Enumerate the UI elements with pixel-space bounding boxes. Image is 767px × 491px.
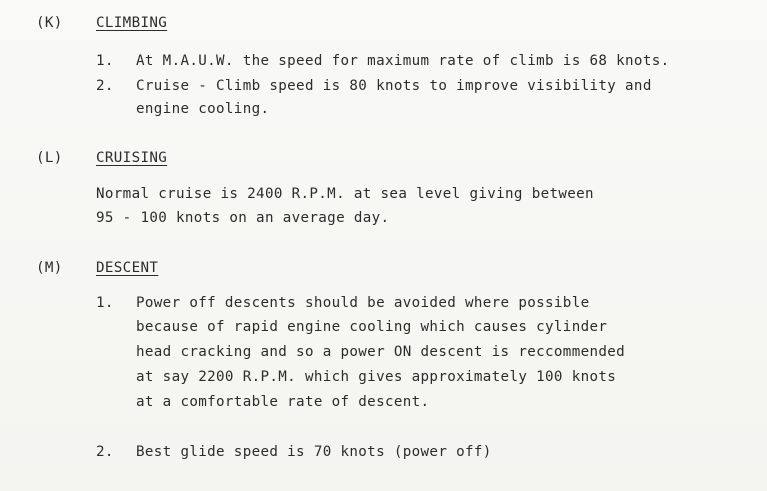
section-k-item-1-number: 1.	[96, 53, 114, 69]
section-m-item-1-line-5: at a comfortable rate of descent.	[136, 394, 430, 410]
section-m-item-1-line-3: head cracking and so a power ON descent is reccommended	[136, 344, 626, 360]
section-m-item-2-number: 2.	[96, 444, 114, 460]
section-m-letter: (M)	[36, 260, 63, 276]
section-k-item-2-line-1: Cruise - Climb speed is 80 knots to improve visibility and	[136, 78, 652, 94]
section-m-heading: DESCENT	[96, 260, 159, 276]
section-l-line-2: 95 - 100 knots on an average day.	[96, 210, 390, 226]
section-k-item-1-line-1: At M.A.U.W. the speed for maximum rate of climb is 68 knots.	[136, 53, 670, 69]
section-k-item-2-number: 2.	[96, 78, 114, 94]
section-m-item-1-line-1: Power off descents should be avoided where possible	[136, 295, 590, 311]
section-l-line-1: Normal cruise is 2400 R.P.M. at sea level giving between	[96, 186, 594, 202]
section-l-heading: CRUISING	[96, 150, 168, 166]
section-m-item-1-number: 1.	[96, 295, 114, 311]
section-m-item-1-line-2: because of rapid engine cooling which causes cylinder	[136, 319, 608, 335]
section-m-item-2-line-1: Best glide speed is 70 knots (power off)	[136, 444, 492, 460]
section-k-letter: (K)	[36, 15, 63, 31]
section-m-item-1-line-4: at say 2200 R.P.M. which gives approximately 100 knots	[136, 369, 617, 385]
section-k-heading: CLIMBING	[96, 15, 168, 31]
section-l-letter: (L)	[36, 150, 63, 166]
section-k-item-2-line-2: engine cooling.	[136, 101, 270, 117]
